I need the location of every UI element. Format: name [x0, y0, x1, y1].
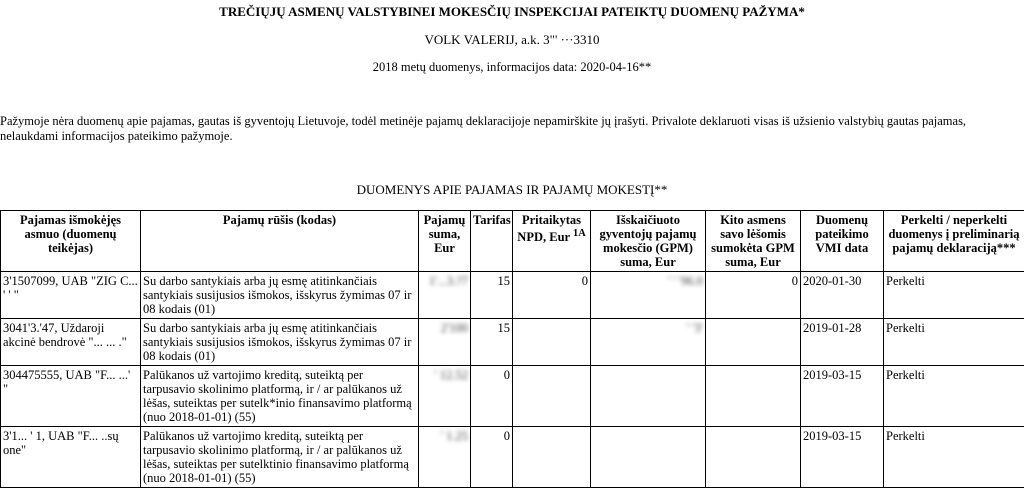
col-header-rate: Tarifas — [471, 211, 513, 272]
amount-cell: ' 12.52 — [419, 366, 471, 427]
rate-cell: 15 — [471, 272, 513, 319]
taxpayer-name: VOLK VALERIJ, a.k. 3"' ···3310 — [0, 32, 1024, 48]
col-header-gpm: Išskaičiuoto gyventojų pajamų mokesčio (GPM) suma, Eur — [591, 211, 706, 272]
data-year-line: 2018 metų duomenys, informacijos data: 2020-04-16** — [0, 60, 1024, 75]
date-cell: 2019-01-28 — [801, 319, 884, 366]
gpm-cell — [591, 366, 706, 427]
table-row — [1, 427, 1024, 488]
transfer-cell: Perkelti — [884, 272, 1024, 319]
col-header-amount: Pajamų suma, Eur — [419, 211, 471, 272]
transfer-cell: Perkelti — [884, 319, 1024, 366]
npd-label: Pritaikytas NPD, Eur — [517, 213, 581, 244]
payer-cell: 3041'3.'47, Uždaroji akcinė bendrovė "... ... ." — [1, 319, 141, 366]
npd-cell — [513, 319, 591, 366]
info-note: Pažymoje nėra duomenų apie pajamas, gautas iš gyventojų Lietuvoje, todėl metinėje pajamų deklaracijoje nepamirškite jų įrašyti. Privalote deklaruoti visas iš užsienio valstybių gautas pajamas, nelaukdami informacijos pateikimo pažymoje. — [0, 114, 1020, 144]
amount-cell: ' 1.25 — [419, 427, 471, 488]
table-row — [1, 366, 1024, 427]
income-type-cell: Palūkanos už vartojimo kreditą, suteiktą per tarpusavio skolinimo platformą, ir / ar palūkanos už lėšas, suteiktas per sutelktinio finansavimo platformą (nuo 2018-01-01) (55) — [141, 427, 419, 488]
npd-superscript: 1A — [573, 228, 586, 239]
date-cell: 2019-03-15 — [801, 427, 884, 488]
income-type-cell: Palūkanos už vartojimo kreditą, suteiktą per tarpusavio skolinimo platformą, ir / ar palūkanos už lėšas, suteiktas per sutelk*inio finansavimo platformą (nuo 2018-01-01) (55) — [141, 366, 419, 427]
income-table — [0, 210, 1024, 488]
col-header-date: Duomenų pateikimo VMI data — [801, 211, 884, 272]
other-gpm-cell — [706, 319, 801, 366]
npd-cell — [513, 366, 591, 427]
npd-cell: 0 — [513, 272, 591, 319]
document-title: TREČIŲJŲ ASMENŲ VALSTYBINEI MOKESČIŲ INSPEKCIJAI PATEIKTŲ DUOMENŲ PAŽYMA* — [0, 4, 1024, 20]
col-header-income-type: Pajamų rūšis (kodas) — [141, 211, 419, 272]
transfer-cell: Perkelti — [884, 427, 1024, 488]
col-header-other-gpm: Kito asmens savo lėšomis sumokėta GPM suma, Eur — [706, 211, 801, 272]
payer-cell: 3'1... ' 1, UAB "F... ..sų one" — [1, 427, 141, 488]
other-gpm-cell — [706, 427, 801, 488]
payer-cell: 3'1507099, UAB "ZIG C... ' ' " — [1, 272, 141, 319]
table-header-row — [1, 211, 1024, 272]
col-header-payer: Pajamas išmokėjęs asmuo (duomenų teikėjas) — [1, 211, 141, 272]
col-header-npd — [513, 211, 591, 272]
table-row — [1, 319, 1024, 366]
gpm-cell: ' ' '96.0 — [591, 272, 706, 319]
npd-cell — [513, 427, 591, 488]
other-gpm-cell — [706, 366, 801, 427]
rate-cell: 15 — [471, 319, 513, 366]
amount-cell: 1'...3.?7 — [419, 272, 471, 319]
gpm-cell — [591, 427, 706, 488]
transfer-cell: Perkelti — [884, 366, 1024, 427]
rate-cell: 0 — [471, 427, 513, 488]
table-row — [1, 272, 1024, 319]
col-header-transfer: Perkelti / neperkelti duomenys į preliminarią pajamų deklaraciją*** — [884, 211, 1024, 272]
income-type-cell: Su darbo santykiais arba jų esmę atitinkančiais santykiais susijusios išmokos, išskyrus žymimas 07 ir 08 kodais (01) — [141, 319, 419, 366]
other-gpm-cell: 0 — [706, 272, 801, 319]
date-cell: 2019-03-15 — [801, 366, 884, 427]
amount-cell: 2'100 — [419, 319, 471, 366]
payer-cell: 304475555, UAB "F... ...' " — [1, 366, 141, 427]
gpm-cell: ' '3' — [591, 319, 706, 366]
rate-cell: 0 — [471, 366, 513, 427]
income-type-cell: Su darbo santykiais arba jų esmę atitinkančiais santykiais susijusios išmokos, išskyrus žymimas 07 ir 08 kodais (01) — [141, 272, 419, 319]
date-cell: 2020-01-30 — [801, 272, 884, 319]
section-title: DUOMENYS APIE PAJAMAS IR PAJAMŲ MOKESTĮ** — [0, 182, 1024, 198]
